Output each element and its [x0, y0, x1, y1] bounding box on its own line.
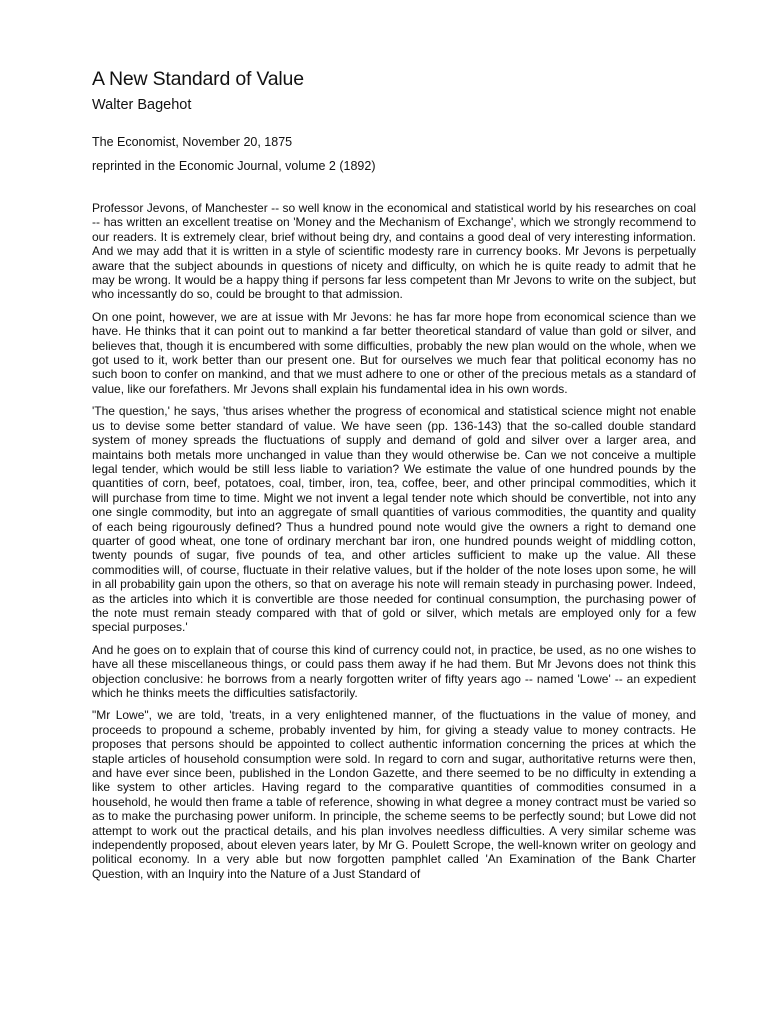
- paragraph: On one point, however, we are at issue with Mr Jevons: he has far more hope from economical science than we have. He thinks that it can point out to mankind a far better theoretical standard of value than gold or silver, and believes that, though it is encumbered with some difficulties, probably the new plan would on the whole, when we got used to it, work better than our present one. But for ourselves we much fear that political economy has no such boon to confer on mankind, and that we must adhere to one or other of the precious metals as a standard of value, like our forefathers. Mr Jevons shall explain his fundamental idea in his own words.: [92, 309, 696, 396]
- paragraph: Professor Jevons, of Manchester -- so well know in the economical and statistical world by his researches on coal -- has written an excellent treatise on 'Money and the Mechanism of Exchange', which we strongly recommend to our readers. It is extremely clear, brief without being dry, and contains a good deal of very interesting information. And we may add that it is written in a style of scientific modesty rare in currency books. Mr Jevons is perpetually aware that the subject abounds in questions of nicety and difficulty, on which he is quite ready to admit that he may be wrong. It would be a happy thing if persons far less competent than Mr Jevons to write on the subject, but who incessantly do so, could be brought to that admission.: [92, 201, 696, 302]
- author-name: Walter Bagehot: [92, 97, 192, 113]
- paragraph: "Mr Lowe", we are told, 'treats, in a very enlightened manner, of the fluctuations in the value of money, and proceeds to propound a scheme, probably invented by him, for giving a steady value to money contracts. He proposes that persons should be appointed to collect authentic information concerning the prices at which the staple articles of household consumption were sold. In regard to corn and sugar, authoritative returns were then, and have ever since been, published in the London Gazette, and there seemed to be no difficulty in extending a like system to other articles. Having regard to the comparative quantities of commodities consumed in a household, he would then frame a table of reference, showing in what degree a money contract must be varied so as to make the purchasing power uniform. In principle, the scheme seems to be perfectly sound; but Lowe did not attempt to work out the practical details, and his plan involves needless difficulties. A very similar scheme was independently proposed, about eleven years later, by Mr G. Poulett Scrope, the well-known writer on geology and political economy. In a very able but now forgotten pamphlet called 'An Examination of the Bank Charter Question, with an Inquiry into the Nature of a Just Standard of: [92, 708, 696, 881]
- page-title: A New Standard of Value: [92, 68, 304, 90]
- reprint-line: reprinted in the Economic Journal, volume 2 (1892): [92, 159, 376, 173]
- paragraph: 'The question,' he says, 'thus arises whether the progress of economical and statistical science might not enable us to devise some better standard of value. We have seen (pp. 136-143) that the so-called double standard system of money spreads the fluctuations of supply and demand of gold and silver over a larger area, and maintains both metals more unchanged in value than they would otherwise be. Can we not conceive a multiple legal tender, which would be still less liable to variation? We estimate the value of one hundred pounds by the quantities of corn, beef, potatoes, coal, timber, iron, tea, coffee, beer, and other principal commodities, which it will purchase from time to time. Might we not invent a legal tender note which should be convertible, not into any one single commodity, but into an aggregate of small quantities of various commodities, the quantity and quality of each being rigourously defined? Thus a hundred pound note would give the owners a right to demand one quarter of good wheat, one tone of ordinary merchant bar iron, one hundred pounds weight of middling cotton, twenty pounds of sugar, five pounds of tea, and other articles sufficient to make up the value. All these commodities will, of course, fluctuate in their relative values, but if the holder of the note loses upon some, he will in all probability gain upon the others, so that on average his note will remain steady in purchasing power. Indeed, as the articles into which it is convertible are those needed for continual consumption, the purchasing power of the note must remain steady compared with that of gold or silver, which metals are employed only for a few special purposes.': [92, 404, 696, 635]
- publication-line: The Economist, November 20, 1875: [92, 135, 293, 149]
- article-body: [92, 201, 696, 881]
- source-info: [92, 134, 696, 175]
- paragraph: And he goes on to explain that of course this kind of currency could not, in practice, be used, as no one wishes to have all these miscellaneous things, or could pass them away if he had them. But Mr Jevons does not think this objection conclusive: he borrows from a nearly forgotten writer of fifty years ago -- named 'Lowe' -- an expedient which he thinks meets the difficulties satisfactorily.: [92, 642, 696, 700]
